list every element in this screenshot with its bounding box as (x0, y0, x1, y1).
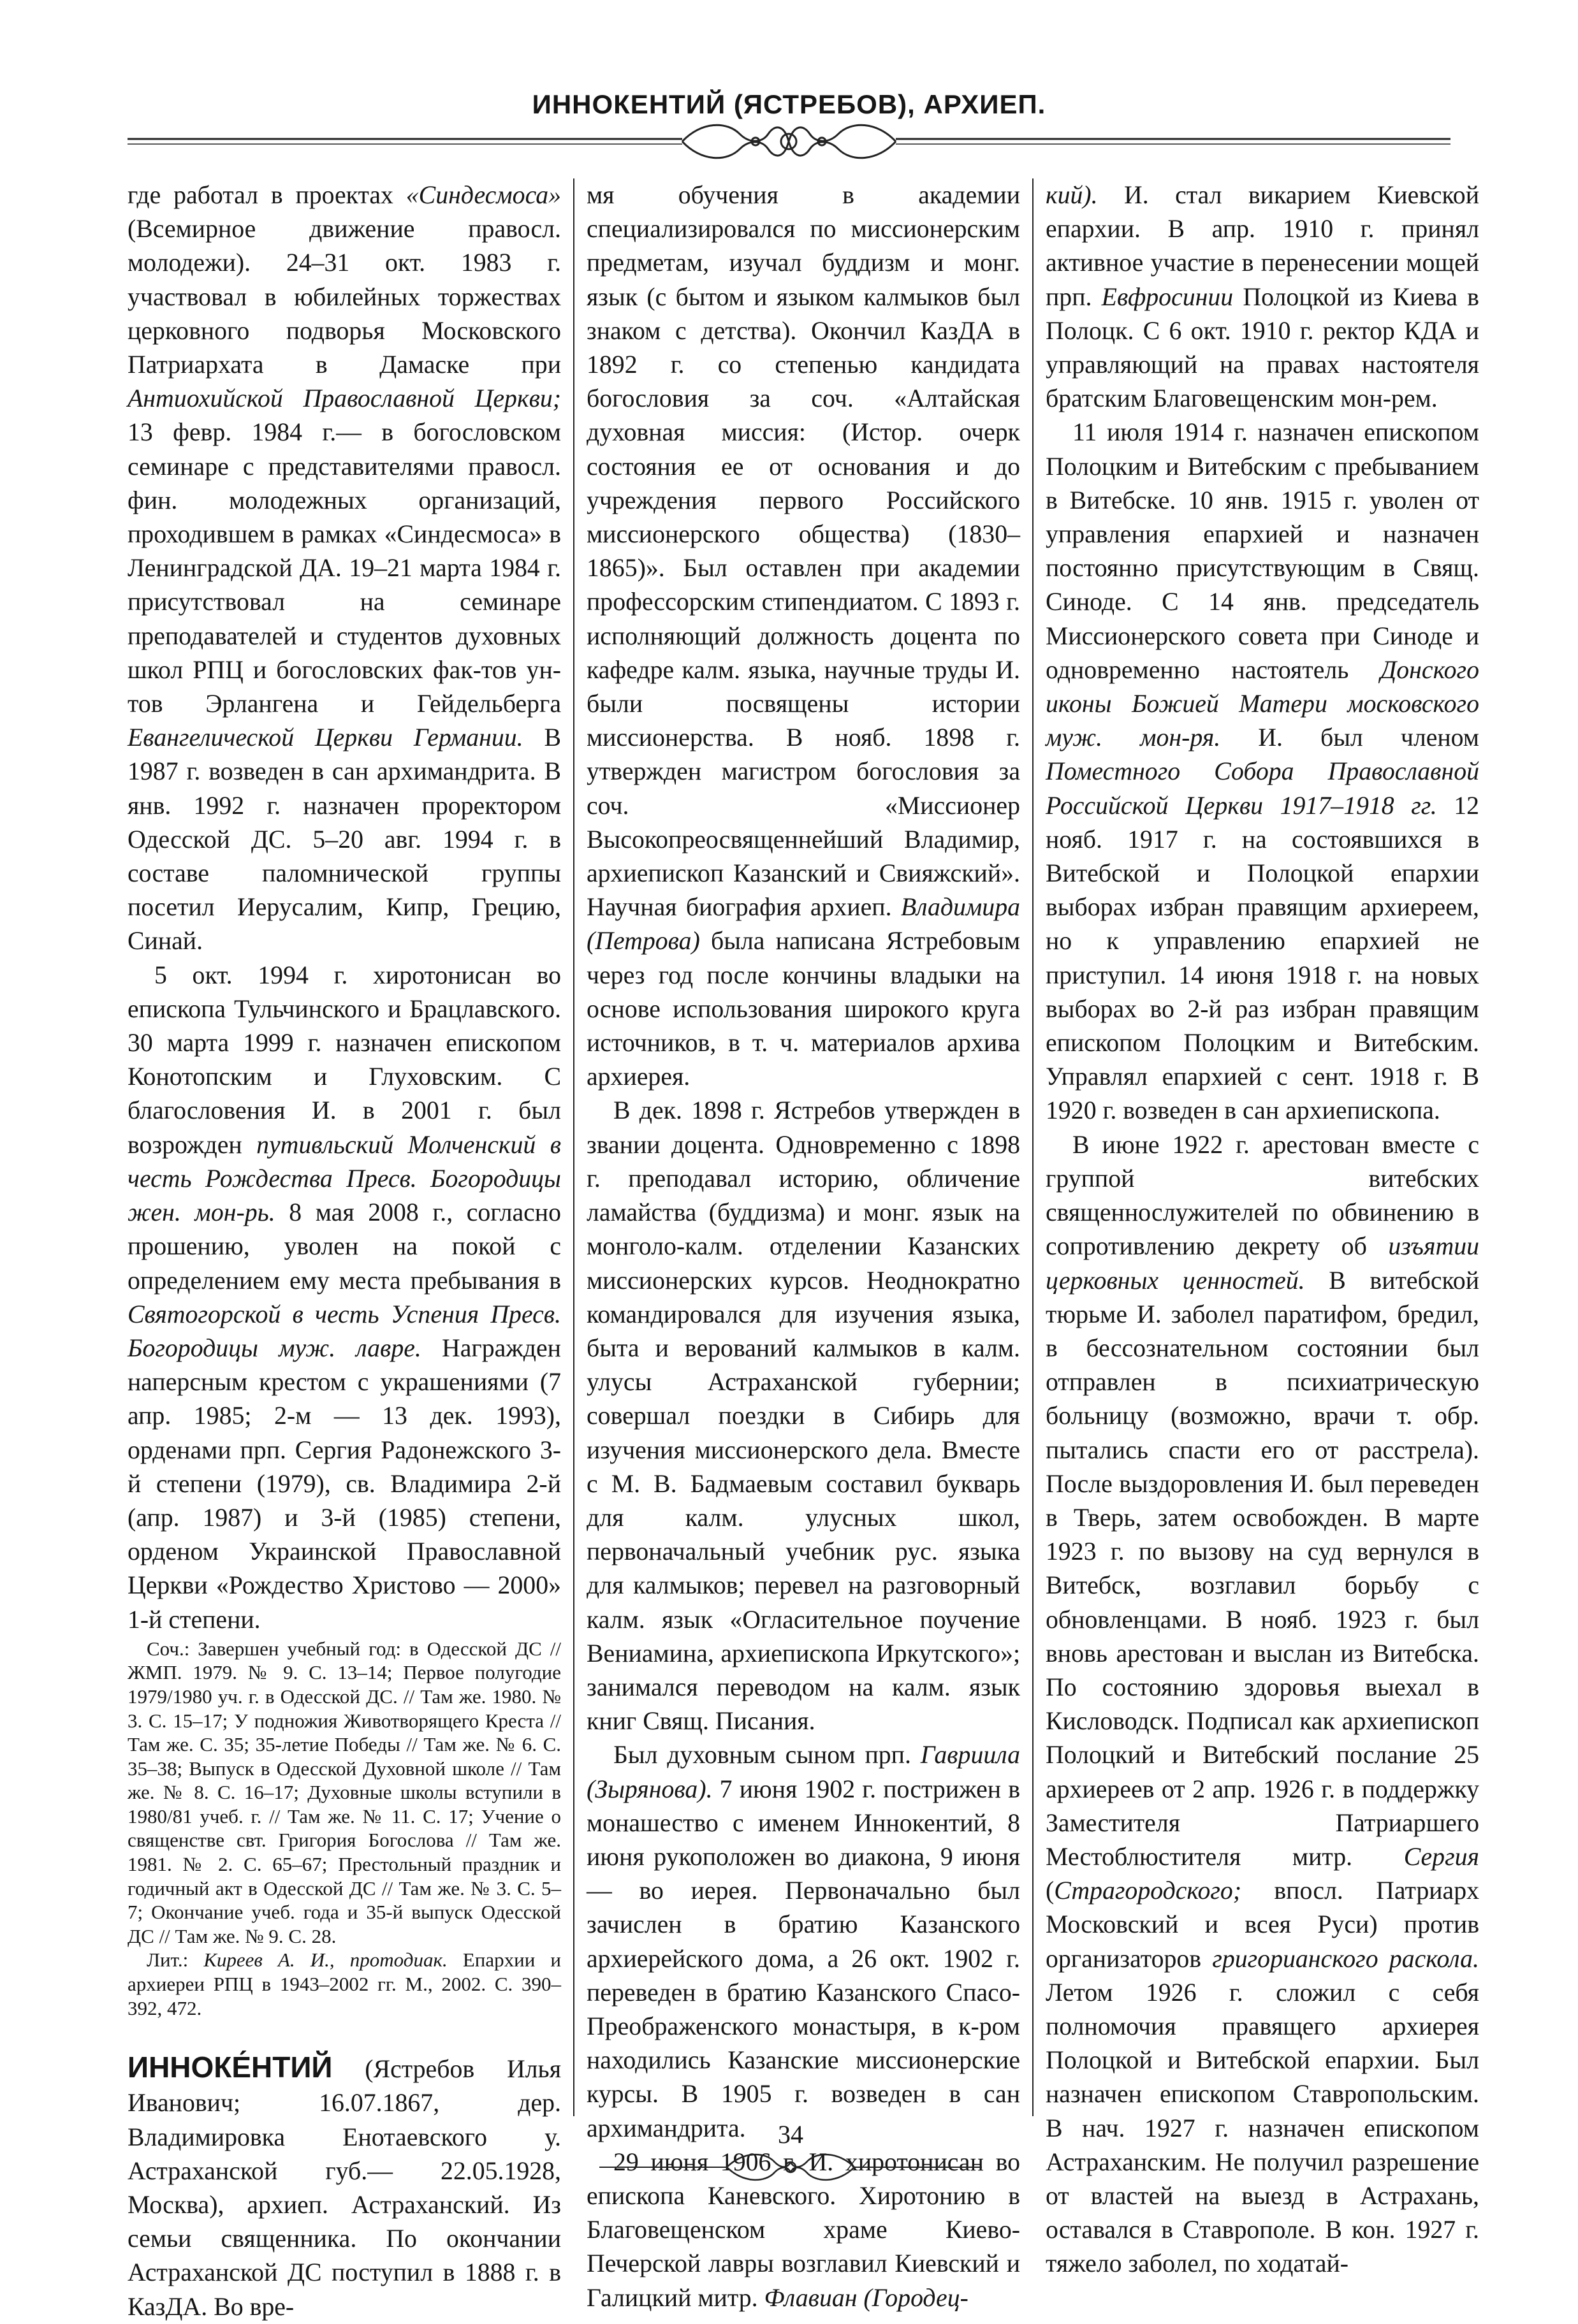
entry-text: (Ястребов Илья Иванович; 16.07.1867, дер. Владимировка Енотаевского у. Астраханской губ.— 22.05.1928, Москва), архиеп. Астраханский. Из семьи священника. По окончании Астраханской ДС поступил в 1888 г. в КазДА. Во вре- (128, 2055, 561, 2321)
footer-ornament (599, 2148, 982, 2186)
page-number: 34 (778, 2120, 803, 2149)
page-footer (574, 2119, 1007, 2190)
bibliography-literature: Лит.: Киреев А. И., протодиак. Епархии и архиереи РПЦ в 1943–2002 гг. М., 2002. С. 390–392, 472. (128, 1949, 561, 2019)
paragraph: 11 июля 1914 г. назначен епископом Полоцким и Витебским с пребыванием в Витебске. 10 янв. 1915 г. уволен от управления епархией и назначен постоянно присутствующим в Свящ. Синоде. С 14 янв. председатель Миссионерского совета при Синоде и одновременно настоятель Донского иконы Божией Матери московского муж. мон-ря. И. был членом Поместного Собора Православной Российской Церкви 1917–1918 гг. 12 нояб. 1917 г. на состоявшихся в Витебской и Полоцкой епархии выборах избран правящим архиереем, но к управлению епархией не приступил. 14 июня 1918 г. на новых выборах во 2-й раз избран правящим епископом Полоцким и Витебским. Управлял епархией с сент. 1918 г. В 1920 г. возведен в сан архиепископа. (1046, 418, 1479, 1125)
column-rule-right (1032, 178, 1034, 2116)
text-column-1 (128, 178, 561, 2321)
text-column-3 (1046, 178, 1479, 2278)
bibliography-works: Соч.: Завершен учебный год: в Одесской ДС // ЖМП. 1979. № 9. С. 13–14; Первое полугодие 1979/1980 уч. г. в Одесской ДС. // Там же. 1980. № 3. С. 15–17; У подножия Животворящего Креста // Там же. С. 35; 35-летие Победы // Там же. № 6. С. 35–38; Выпуск в Одесской Духовной школе // Там же. № 8. С. 16–17; Духовные школы вступили в 1980/81 учеб. г. // Там же. № 11. С. 17; Учение о священстве свт. Григория Богослова // Там же. 1981. № 2. С. 65–67; Престольный праздник и годичный акт в Одесской ДС // Там же. № 3. С. 5–7; Окончание учеб. года и 35-й выпуск Одесской ДС // Там же. № 9. С. 28. (128, 1637, 561, 1947)
entry-headword: ИННОКЕ́НТИЙ (128, 2051, 333, 2084)
column-rule-left (573, 178, 574, 2116)
paragraph: В июне 1922 г. арестован вместе с группой витебских священнослужителей по обвинению в сопротивлению декрету об изъятии церковных ценностей. В витебской тюрьме И. заболел паратифом, бредил, в бессознательном состоянии был отправлен в психиатрическую больницу (возможно, врачи т. обр. пытались спасти его от расстрела). После выздоровления И. был переведен в Тверь, затем освобожден. В марте 1923 г. по вызову на суд вернулся в Витебск, возглавил борьбу с обновленцами. В нояб. 1923 г. был вновь арестован и выслан из Витебска. По состоянию здоровья выехал в Кисловодск. Подписал как архиепископ Полоцкий и Витебский послание 25 архиереев от 2 апр. 1926 г. в поддержку Заместителя Патриаршего Местоблюстителя митр. Сергия (Страгородского; впосл. Патриарх Московский и всея Руси) против организаторов григорианского раскола. Летом 1926 г. сложил с себя полномочия правящего архиерея Полоцкой и Витебской епархии. Был назначен епископом Ставропольским. В нач. 1927 г. назначен епископом Астраханским. Не получил разрешение от властей на выезд в Астрахань, оставался в Ставрополе. В кон. 1927 г. тяжело заболел, по ходатай- (1046, 1130, 1479, 2278)
paragraph: 29 июня 1906 г. И. хиротонисан во епископа Каневского. Хиротонию в Благовещенском храме Киево-Печерской лавры возглавил Киевский и Галицкий митр. Флавиан (Городец- (587, 2147, 1020, 2312)
running-header-title: ИННОКЕНТИЙ (ЯСТРЕБОВ), АРХИЕП. (532, 89, 1046, 119)
paragraph: В дек. 1898 г. Ястребов утвержден в звании доцента. Одновременно с 1898 г. преподавал историю, обличение ламайства (буддизма) и монг. язык на монголо-калм. отделении Казанских миссионерских курсов. Неоднократно командировался для изучения языка, быта и верований калмыков в калм. улусы Астраханской губернии; совершал поездки в Сибирь для изучения миссионерского дела. Вместе с М. В. Бадмаевым составил букварь для калм. улусных школ, первоначальный учебник рус. языка для калмыков; перевел на разговорный калм. язык «Огласительное поучение Вениамина, архиепископа Иркутского»; занимался переводом на калм. язык книг Свящ. Писания. (587, 1096, 1020, 1736)
paragraph: где работал в проектах «Синдесмоса» (Всемирное движение правосл. молодежи). 24–31 окт. 1983 г. участвовал в юбилейных торжествах церковного подворья Московского Патриархата в Дамаске при Антиохийской Православной Церкви; 13 февр. 1984 г.— в богословском семинаре с представителями правосл. фин. молодежных организаций, проходившем в рамках «Синдесмоса» в Ленинградской ДА. 19–21 марта 1984 г. присутствовал на семинаре преподавателей и студентов духовных школ РПЦ и богословских фак-тов ун-тов Эрлангена и Гейдельберга Евангелической Церкви Германии. В 1987 г. возведен в сан архимандрита. В янв. 1992 г. назначен проректором Одесской ДС. 5–20 авг. 1994 г. в составе паломнической группы посетил Иерусалим, Кипр, Грецию, Синай. (128, 181, 561, 955)
paragraph: Был духовным сыном прп. Гавриила (Зырянова). 7 июня 1902 г. пострижен в монашество с именем Иннокентий, 8 июня рукоположен во диакона, 9 июня — во иерея. Первоначально был зачислен в братию Казанского архиерейского дома, а 26 окт. 1902 г. переведен в братию Казанского Спасо-Преображенского монастыря, в к-ром находились Казанские миссионерские курсы. В 1905 г. возведен в сан архимандрита. (587, 1741, 1020, 2142)
dictionary-entry (128, 2051, 561, 2324)
paragraph: 5 окт. 1994 г. хиротонисан во епископа Тульчинского и Брацлавского. 30 марта 1999 г. назначен епископом Конотопским и Глуховским. С благословения И. в 2001 г. был возрожден путивльский Молченский в честь Рождества Пресв. Богородицы жен. мон-рь. 8 мая 2008 г., согласно прошению, уволен на покой с определением ему места пребывания в Святогорской в честь Успения Пресв. Богородицы муж. лавре. Награжден наперсным крестом с украшениями (7 апр. 1985; 2-м — 13 дек. 1993), орденами прп. Сергия Радонежского 3-й степени (1979), св. Владимира 2-й (апр. 1987) и 3-й (1985) степени, орденом Украинской Православной Церкви «Рождество Христово — 2000» 1-й степени. (128, 961, 561, 1634)
header-ornament (128, 115, 1450, 166)
running-header (128, 89, 1450, 166)
paragraph: кий). И. стал викарием Киевской епархии. В апр. 1910 г. принял активное участие в перенесении мощей прп. Евфросинии Полоцкой из Киева в Полоцк. С 6 окт. 1910 г. ректор КДА и управляющий на правах настоятеля братским Благовещенским мон-рем. (1046, 181, 1479, 413)
paragraph: мя обучения в академии специализировался по миссионерским предметам, изучал буддизм и монг. язык (с бытом и языком калмыков был знаком с детства). Окончил КазДА в 1892 г. со степенью кандидата богословия за соч. «Алтайская духовная миссия: (Истор. очерк состояния ее от основания и до учреждения первого Российского миссионерского общества) (1830–1865)». Был оставлен при академии профессорским стипендиатом. С 1893 г. исполняющий должность доцента по кафедре калм. языка, научные труды И. были посвящены истории миссионерства. В нояб. 1898 г. утвержден магистром богословия за соч. «Миссионер Высокопреосвященнейший Владимир, архиепископ Казанский и Свияжский». Научная биография архиеп. Владимира (Петрова) была написана Ястребовым через год после кончины владыки на основе использования широкого круга источников, в т. ч. материалов архива архиерея. (587, 181, 1020, 1091)
